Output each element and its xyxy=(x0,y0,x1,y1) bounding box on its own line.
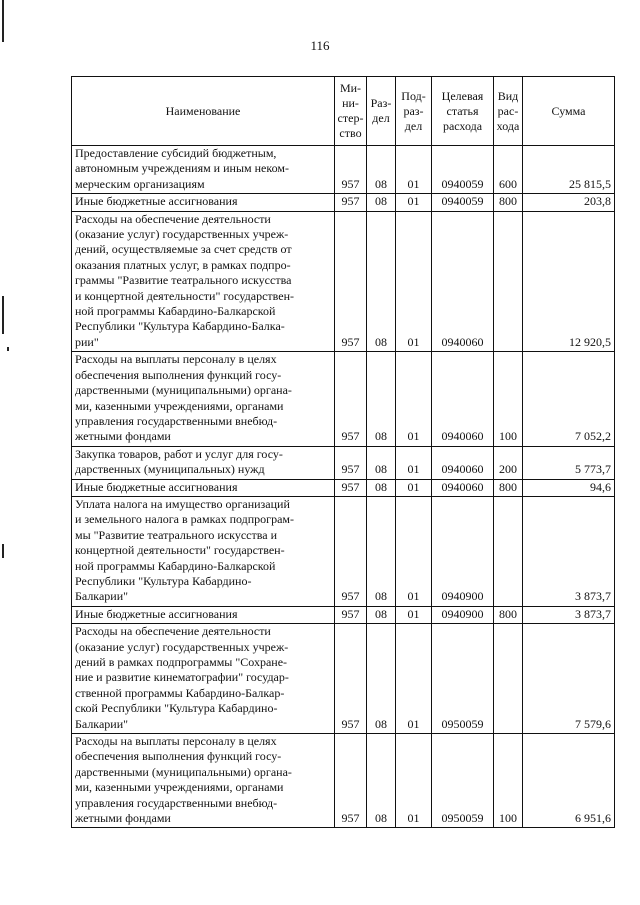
cell-ministry: 957 xyxy=(335,211,367,352)
cell-sum: 203,8 xyxy=(523,194,615,211)
cell-ministry: 957 xyxy=(335,446,367,479)
table-row xyxy=(72,146,615,194)
table-row xyxy=(72,446,615,479)
cell-name: Закупка товаров, работ и услуг для госу- дарственных (муниципальных) нужд xyxy=(72,446,335,479)
cell-target: 0940060 xyxy=(432,479,494,496)
cell-target: 0940060 xyxy=(432,211,494,352)
cell-sum: 7 579,6 xyxy=(523,624,615,734)
cell-target: 0940900 xyxy=(432,496,494,606)
cell-target: 0950059 xyxy=(432,624,494,734)
cell-sum: 5 773,7 xyxy=(523,446,615,479)
scan-edge-mark xyxy=(2,544,4,558)
cell-target: 0940900 xyxy=(432,606,494,623)
cell-sum: 25 815,5 xyxy=(523,146,615,194)
cell-name: Расходы на обеспечение деятельности (оказание услуг) государственных учреж- дений в рамках подпрограммы "Сохране- ние и развитие кинематографии" государ- ственной программы Кабардино-Балкар- ской Республики "Культура Кабардино- Балкарии" xyxy=(72,624,335,734)
header-target xyxy=(432,77,494,146)
table-row xyxy=(72,211,615,352)
scan-edge-mark xyxy=(2,0,4,42)
cell-subsection: 01 xyxy=(396,479,432,496)
cell-name: Уплата налога на имущество организаций и земельного налога в рамках подпрограм- мы "Развитие театрального искусства и концертной деятельности" государствен- ной программы Кабардино-Балкарской Республики "Культура Кабардино- Балкарии" xyxy=(72,496,335,606)
cell-sum: 3 873,7 xyxy=(523,496,615,606)
page-number: 116 xyxy=(310,38,330,53)
scan-edge-mark xyxy=(7,347,9,351)
cell-target: 0940060 xyxy=(432,352,494,446)
cell-type: 800 xyxy=(494,194,523,211)
cell-ministry: 957 xyxy=(335,496,367,606)
cell-sum: 3 873,7 xyxy=(523,606,615,623)
scan-edge-mark xyxy=(2,296,4,334)
cell-target: 0940059 xyxy=(432,146,494,194)
cell-section: 08 xyxy=(367,352,396,446)
cell-type: 200 xyxy=(494,446,523,479)
table-row xyxy=(72,496,615,606)
cell-name: Иные бюджетные ассигнования xyxy=(72,606,335,623)
cell-ministry: 957 xyxy=(335,606,367,623)
table-header-row xyxy=(72,77,615,146)
header-target-text: Целевая статья расхода xyxy=(441,88,484,133)
cell-type: 100 xyxy=(494,352,523,446)
cell-subsection: 01 xyxy=(396,624,432,734)
cell-name: Расходы на выплаты персоналу в целях обеспечения выполнения функций госу- дарственными (муниципальными) органа- ми, казенными учреждениями, органами управления государственными внебюд- жетными фондами xyxy=(72,734,335,828)
table-row xyxy=(72,734,615,828)
cell-name: Расходы на выплаты персоналу в целях обеспечения выполнения функций госу- дарственными (муниципальными) органа- ми, казенными учреждениями, органами управления государственными внебюд- жетными фондами xyxy=(72,352,335,446)
cell-ministry: 957 xyxy=(335,352,367,446)
cell-ministry: 957 xyxy=(335,624,367,734)
cell-sum: 94,6 xyxy=(523,479,615,496)
cell-section: 08 xyxy=(367,446,396,479)
cell-type xyxy=(494,211,523,352)
cell-subsection: 01 xyxy=(396,211,432,352)
table-row xyxy=(72,352,615,446)
table-row xyxy=(72,624,615,734)
header-section-text: Раз- дел xyxy=(370,96,392,125)
cell-subsection: 01 xyxy=(396,734,432,828)
cell-ministry: 957 xyxy=(335,734,367,828)
cell-section: 08 xyxy=(367,194,396,211)
header-name: Наименование xyxy=(72,77,335,146)
cell-name: Иные бюджетные ассигнования xyxy=(72,194,335,211)
cell-section: 08 xyxy=(367,146,396,194)
cell-name: Расходы на обеспечение деятельности (оказание услуг) государственных учреж- дений, осуществляемые за счет средств от оказания платных услуг, в рамках подпро- граммы "Развитие театрального искусства и концертной деятельности" государствен- ной программы Кабардино-Балкарской Республики "Культура Кабардино-Балка- рии" xyxy=(72,211,335,352)
cell-name: Иные бюджетные ассигнования xyxy=(72,479,335,496)
header-type-text: Вид рас- хода xyxy=(496,88,520,133)
cell-ministry: 957 xyxy=(335,146,367,194)
cell-type xyxy=(494,496,523,606)
cell-target: 0940059 xyxy=(432,194,494,211)
cell-name: Предоставление субсидий бюджетным, автономным учреждениям и иным неком- мерческим организациям xyxy=(72,146,335,194)
cell-target: 0950059 xyxy=(432,734,494,828)
cell-subsection: 01 xyxy=(396,496,432,606)
header-ministry xyxy=(335,77,367,146)
table-row xyxy=(72,194,615,211)
header-subsection-text: Под- раз- дел xyxy=(401,88,426,133)
cell-target: 0940060 xyxy=(432,446,494,479)
header-section xyxy=(367,77,396,146)
cell-section: 08 xyxy=(367,496,396,606)
cell-sum: 6 951,6 xyxy=(523,734,615,828)
cell-subsection: 01 xyxy=(396,146,432,194)
budget-table xyxy=(71,76,615,828)
cell-type: 600 xyxy=(494,146,523,194)
cell-subsection: 01 xyxy=(396,606,432,623)
header-sum: Сумма xyxy=(523,77,615,146)
table-row xyxy=(72,479,615,496)
cell-subsection: 01 xyxy=(396,352,432,446)
cell-type: 800 xyxy=(494,479,523,496)
cell-subsection: 01 xyxy=(396,194,432,211)
table-row xyxy=(72,606,615,623)
cell-ministry: 957 xyxy=(335,194,367,211)
cell-ministry: 957 xyxy=(335,479,367,496)
cell-section: 08 xyxy=(367,479,396,496)
cell-section: 08 xyxy=(367,606,396,623)
cell-type: 100 xyxy=(494,734,523,828)
cell-section: 08 xyxy=(367,734,396,828)
cell-section: 08 xyxy=(367,211,396,352)
cell-type: 800 xyxy=(494,606,523,623)
header-type xyxy=(494,77,523,146)
cell-type xyxy=(494,624,523,734)
header-ministry-text: Ми- ни- стер- ство xyxy=(337,81,364,140)
header-subsection xyxy=(396,77,432,146)
cell-sum: 12 920,5 xyxy=(523,211,615,352)
cell-section: 08 xyxy=(367,624,396,734)
cell-sum: 7 052,2 xyxy=(523,352,615,446)
cell-subsection: 01 xyxy=(396,446,432,479)
